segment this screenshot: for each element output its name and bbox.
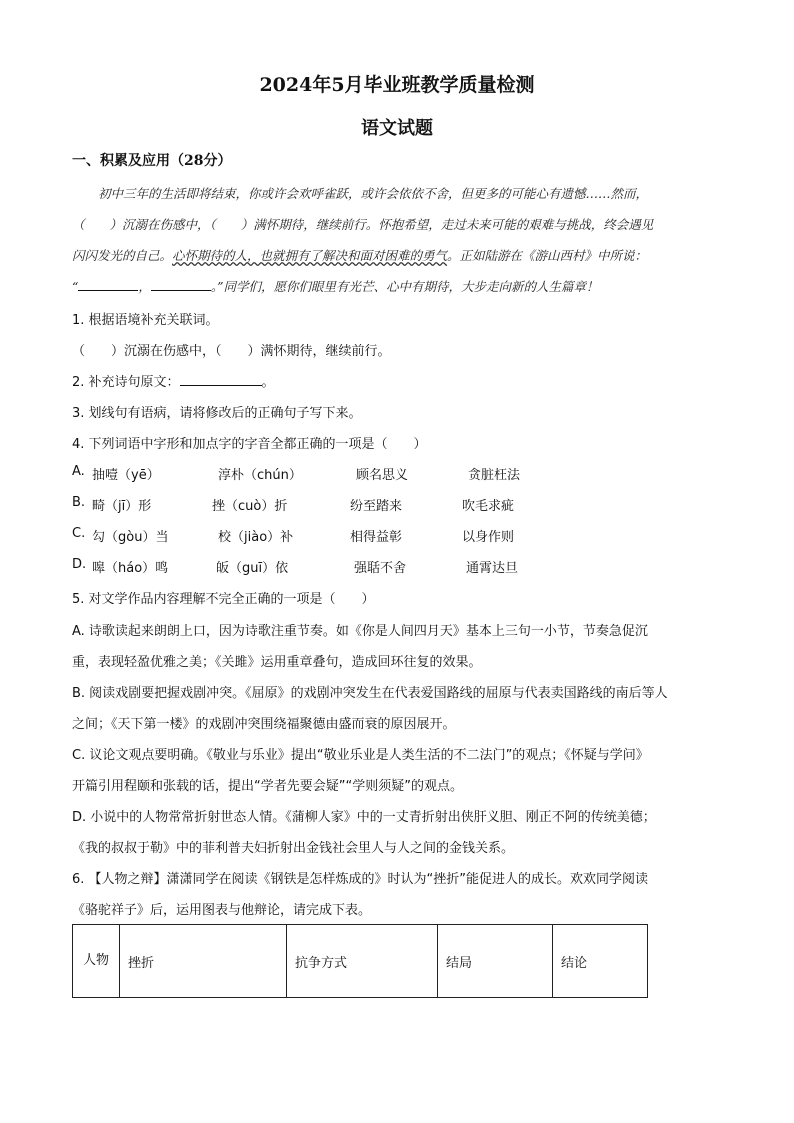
option-letter: C.	[72, 526, 86, 541]
question-5-option-b-cont: 之间；《天下第一楼》的戏剧冲突围绕福聚德由盛而衰的原因展开。	[72, 717, 456, 732]
question-1-label: 1. 根据语境补充关联词。	[72, 313, 219, 328]
exam-subtitle: 语文试题	[361, 118, 433, 139]
comparison-table	[72, 924, 648, 998]
option-word: 抽噎（yē）	[92, 468, 160, 483]
question-5-option-c-cont: 开篇引用程颐和张载的话，提出“学者先要会疑”“学则须疑”的观点。	[72, 779, 463, 794]
question-5-option-a-cont: 重，表现轻盈优雅之美；《关雎》运用重章叠句，造成回环往复的效果。	[72, 655, 482, 670]
answer-blank[interactable]	[180, 373, 262, 386]
question-1-line: （ ）沉溺在伤感中，（ ）满怀期待，继续前行。	[72, 344, 391, 359]
option-word: 嗥（háo）鸣	[92, 561, 169, 576]
table-header-cell: 结论	[553, 925, 648, 998]
question-5-option-d-cont: 《我的叔叔于勒》中的菲利普夫妇折射出金钱社会里人与人之间的金钱关系。	[72, 841, 515, 856]
section-heading: 一、积累及应用（28分）	[72, 153, 232, 169]
option-word: 纷至踏来	[350, 499, 403, 514]
option-word: 顾名思义	[356, 468, 409, 483]
question-5-option-a: A. 诗歌读起来朗朗上口，因为诗歌注重节奏。如《你是人间四月天》基本上三句一小节，节奏急促沉	[72, 624, 648, 639]
option-word: 通霄达旦	[466, 561, 519, 576]
option-word: 皈（guī）依	[216, 561, 289, 576]
option-word: 勾（gòu）当	[92, 530, 169, 545]
question-6-line-2: 《骆驼祥子》后，运用图表与他辩论，请完成下表。	[72, 903, 372, 918]
question-5-option-d: D. 小说中的人物常常折射世态人情。《蒲柳人家》中的一丈青折射出侠肝义胆、刚正不阿的传统美德；	[72, 810, 656, 825]
passage-line-3	[72, 246, 722, 264]
passage-text: ，	[138, 279, 151, 294]
question-4-label: 4. 下列词语中字形和加点字的字音全都正确的一项是（ ）	[72, 437, 427, 452]
option-word: 淳朴（chún）	[218, 468, 302, 483]
table-header-row	[73, 925, 648, 998]
table-header-cell: 结局	[438, 925, 553, 998]
option-word: 以身作则	[462, 530, 515, 545]
option-letter: D.	[72, 557, 87, 572]
passage-text: 。正如陆游在《游山西村》中所说：	[447, 248, 648, 263]
question-6-line-1: 6. 【人物之辩】潇潇同学在阅读《钢铁是怎样炼成的》时认为“挫折”能促进人的成长。欢欢同学阅读	[72, 872, 649, 887]
option-word: 畸（jī）形	[92, 499, 152, 514]
passage-line-2: （ ）沉溺在伤感中，（ ）满怀期待，继续前行。怀抱希望，走过未来可能的艰难与挑战，终会遇见	[72, 217, 654, 232]
answer-blank[interactable]	[151, 278, 211, 291]
option-word: 相得益彰	[350, 530, 403, 545]
table-header-cell: 挫折	[120, 925, 287, 998]
table-header-cell: 人物	[73, 925, 120, 998]
option-letter: B.	[72, 495, 86, 510]
question-5-option-b: B. 阅读戏剧要把握戏剧冲突。《屈原》的戏剧冲突发生在代表爱国路线的屈原与代表卖国路线的南后等人	[72, 686, 668, 701]
passage-text: 初中三年的生活即将结束，你或许会欢呼雀跃，或许会依依不舍，但更多的可能心有遗憾……然而，	[98, 186, 649, 201]
option-word: 贪脏枉法	[468, 468, 521, 483]
passage-text: 。”同学们，愿你们眼里有光芒、心中有期待，大步走向新的人生篇章！	[210, 279, 599, 294]
table-header-cell: 抗争方式	[287, 925, 438, 998]
option-word: 校（jiào）补	[218, 530, 294, 545]
exam-title: 2024年5月毕业班教学质量检测	[259, 74, 535, 96]
question-3-label: 3. 划线句有语病，请将修改后的正确句子写下来。	[72, 406, 362, 421]
question-5-option-c: C. 议论文观点要明确。《敬业与乐业》提出“敬业乐业是人类生活的不二法门”的观点；《怀疑与学问》	[72, 748, 649, 763]
underlined-sentence: 心怀期待的人，也就拥有了解决和面对困难的勇气	[172, 248, 448, 263]
passage-text: “	[72, 279, 79, 294]
option-letter: A.	[72, 464, 85, 479]
option-word: 吹毛求疵	[462, 499, 515, 514]
option-word: 挫（cuò）折	[212, 499, 288, 514]
passage-text: 闪闪发光的自己。	[72, 248, 173, 263]
passage-line-4	[72, 277, 722, 295]
question-2-end: 。	[261, 375, 275, 390]
question-5-label: 5. 对文学作品内容理解不完全正确的一项是（ ）	[72, 592, 375, 607]
question-2-label: 2. 补充诗句原文：	[72, 375, 180, 390]
answer-blank[interactable]	[78, 278, 138, 291]
question-2	[72, 371, 275, 390]
passage-line-1	[72, 184, 722, 202]
option-word: 强聒不舍	[354, 561, 407, 576]
